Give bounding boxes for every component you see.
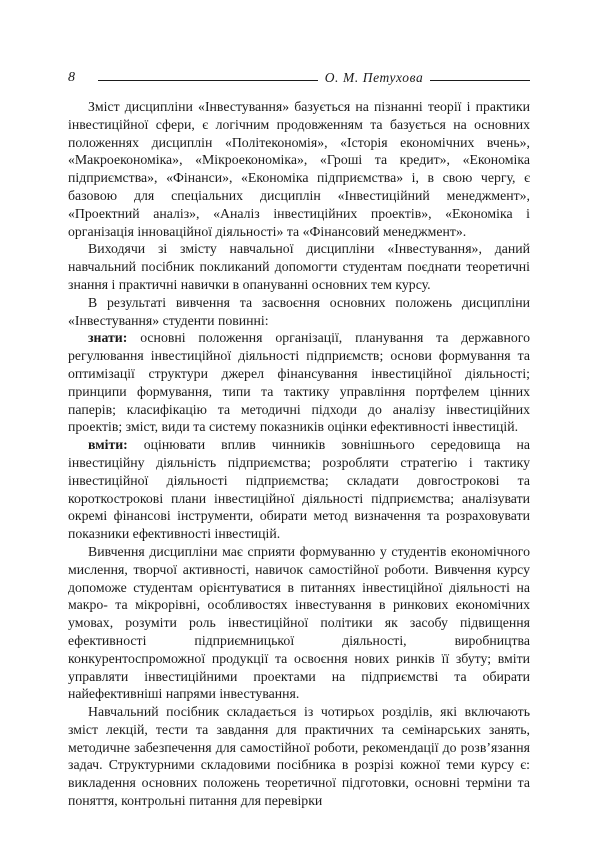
body-text bbox=[68, 98, 530, 810]
page-header bbox=[68, 72, 530, 86]
header-rule-right bbox=[430, 80, 530, 81]
paragraph-be-able bbox=[68, 436, 530, 543]
be-able-label: вміти: bbox=[88, 437, 128, 453]
paragraph-textbook-purpose: Виходячи зі змісту навчальної дисципліни «Інвестування», даний навчальний посібник покликаний допомогти студентам поєднати теоретичні знання і практичні навички в опануванні основних тем курсу. bbox=[68, 241, 530, 292]
know-text: основні положення організації, планування та державного регулювання інвестиційної діяльності підприємств; основи формування та оптимізації структури джерел фінансування інвестиційної діяльності; принципи формування, типи та тактику управління портфелем цінних паперів; класифікацію та методичні підходи до аналізу інвестиційних проектів; зміст, види та систему показників оцінки ефективності інвестицій. bbox=[68, 330, 530, 435]
be-able-text: оцінювати вплив чинників зовнішнього середовища на інвестиційну діяльність підприємства; розробляти стратегію і тактику інвестиційної діяльності підприємства; складати довгострокові та короткострокові плани інвестиційної діяльності підприємства; аналізувати окремі фінансові інструменти, обирати метод визначення та розраховувати показники ефективності інвестицій. bbox=[68, 437, 530, 542]
running-head-author: О. М. Петухова bbox=[324, 70, 424, 85]
page-number: 8 bbox=[68, 70, 75, 85]
paragraph-course-goals: Вивчення дисципліни має сприяти формуванню у студентів економічного мислення, творчої активності, навичок самостійної роботи. Вивчення курсу допоможе студентам орієнтуватися в питаннях інвестиційної діяльності на макро- та мікрорівні, особливостях інвестування в ринкових економічних умовах, розуміти роль інвестиційної політики як засобу підвищення ефективності підприємницької діяльності, виробництва конкурентоспроможної продукції та освоєння нових ринків її збуту; вміти управляти інвестиційними проектами на підприємстві та обирати найефективніші напрями інвестування. bbox=[68, 543, 530, 702]
header-rule-left bbox=[98, 80, 318, 81]
paragraph-textbook-structure: Навчальний посібник складається із чотирьох розділів, які включають зміст лекцій, тести та завдання для практичних та семінарських занять, методичне забезпечення для самостійної роботи, рекомендації до розв’язання задач. Структурними складовими посібника в розрізі кожної теми курсу є: викладення основних положень теоретичної підготовки, основні терміни та поняття, контрольні питання для перевірки bbox=[68, 704, 530, 809]
paragraph-learning-outcomes-intro: В результаті вивчення та засвоєння основних положень дисципліни «Інвестування» студенти повинні: bbox=[68, 294, 530, 328]
paragraph-know bbox=[68, 329, 530, 436]
know-label: знати: bbox=[88, 330, 128, 346]
paragraph-discipline-content: Зміст дисципліни «Інвестування» базується на пізнанні теорії і практики інвестиційної сфери, є логічним продовженням та базується на основних положеннях дисциплін «Політекономія», «Історія економічних вчень», «Макроекономіка», «Мікроекономіка», «Гроші та кредит», «Економіка підприємства», «Фінанси», «Економіка підприємства» і, в свою чергу, є базовою для спеціальних дисциплін «Інвестиційний менеджмент», «Проектний аналіз», «Аналіз інвестиційних проектів», «Економіка і організація інноваційної діяльності» та «Фінансовий менеджмент». bbox=[68, 99, 530, 239]
